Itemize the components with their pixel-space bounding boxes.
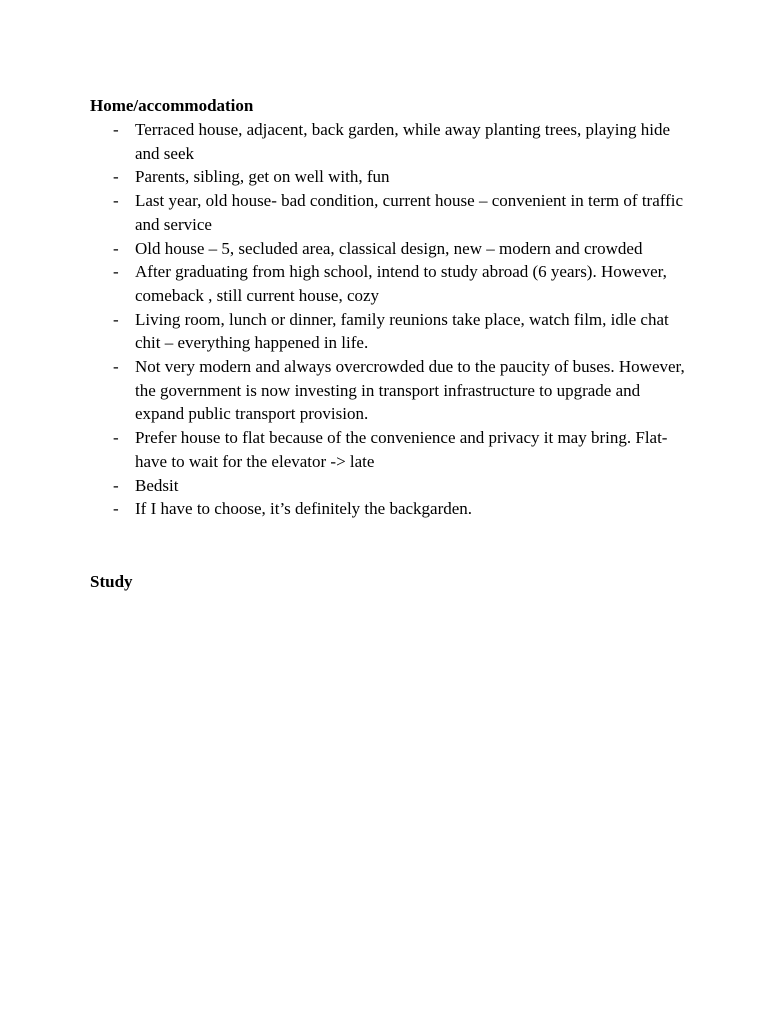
list-item	[90, 355, 690, 426]
bullet-dash: -	[113, 499, 119, 519]
home-accommodation-bullet-list	[90, 118, 690, 521]
list-item	[90, 189, 690, 236]
bullet-text: Terraced house, adjacent, back garden, while away planting trees, playing hide and seek	[135, 120, 671, 163]
bullet-text: After graduating from high school, intend to study abroad (6 years). However, comeback , still current house, cozy	[135, 262, 667, 305]
bullet-dash: -	[113, 428, 119, 448]
list-item	[90, 237, 690, 261]
bullet-dash: -	[113, 167, 119, 187]
bullet-text: If I have to choose, it’s definitely the backgarden.	[135, 499, 473, 519]
bullet-dash: -	[113, 120, 119, 139]
bullet-text: Last year, old house- bad condition, current house – convenient in term of traffic and service	[135, 191, 684, 234]
bullet-text: Living room, lunch or dinner, family reunions take place, watch film, idle chat chit – everything happened in life.	[135, 309, 669, 353]
list-item	[90, 260, 690, 307]
section-heading-study: Study	[90, 572, 133, 591]
bullet-dash: -	[113, 191, 119, 211]
bullet-text: Prefer house to flat because of the convenience and privacy it may bring. Flat- have to wait for the elevator -> late	[135, 428, 668, 471]
bullet-dash: -	[113, 309, 119, 329]
bullet-text: Parents, sibling, get on well with, fun	[135, 167, 390, 187]
bullet-text: Old house – 5, secluded area, classical design, new – modern and crowded	[135, 238, 643, 258]
bullet-dash: -	[113, 475, 119, 495]
bullet-text: Not very modern and always overcrowded due to the paucity of buses. However, the government is now investing in transport infrastructure to upgrade and expand public transport provision.	[135, 357, 685, 424]
bullet-dash: -	[113, 357, 119, 377]
bullet-text: Bedsit	[135, 475, 179, 495]
list-item	[90, 308, 690, 355]
list-item	[90, 474, 690, 498]
section-heading-home-accommodation: Home/accommodation	[90, 96, 254, 115]
list-item	[90, 118, 690, 165]
bullet-dash: -	[113, 262, 119, 282]
list-item	[90, 497, 690, 521]
list-item	[90, 426, 690, 473]
list-item	[90, 165, 690, 189]
bullet-dash: -	[113, 238, 119, 258]
